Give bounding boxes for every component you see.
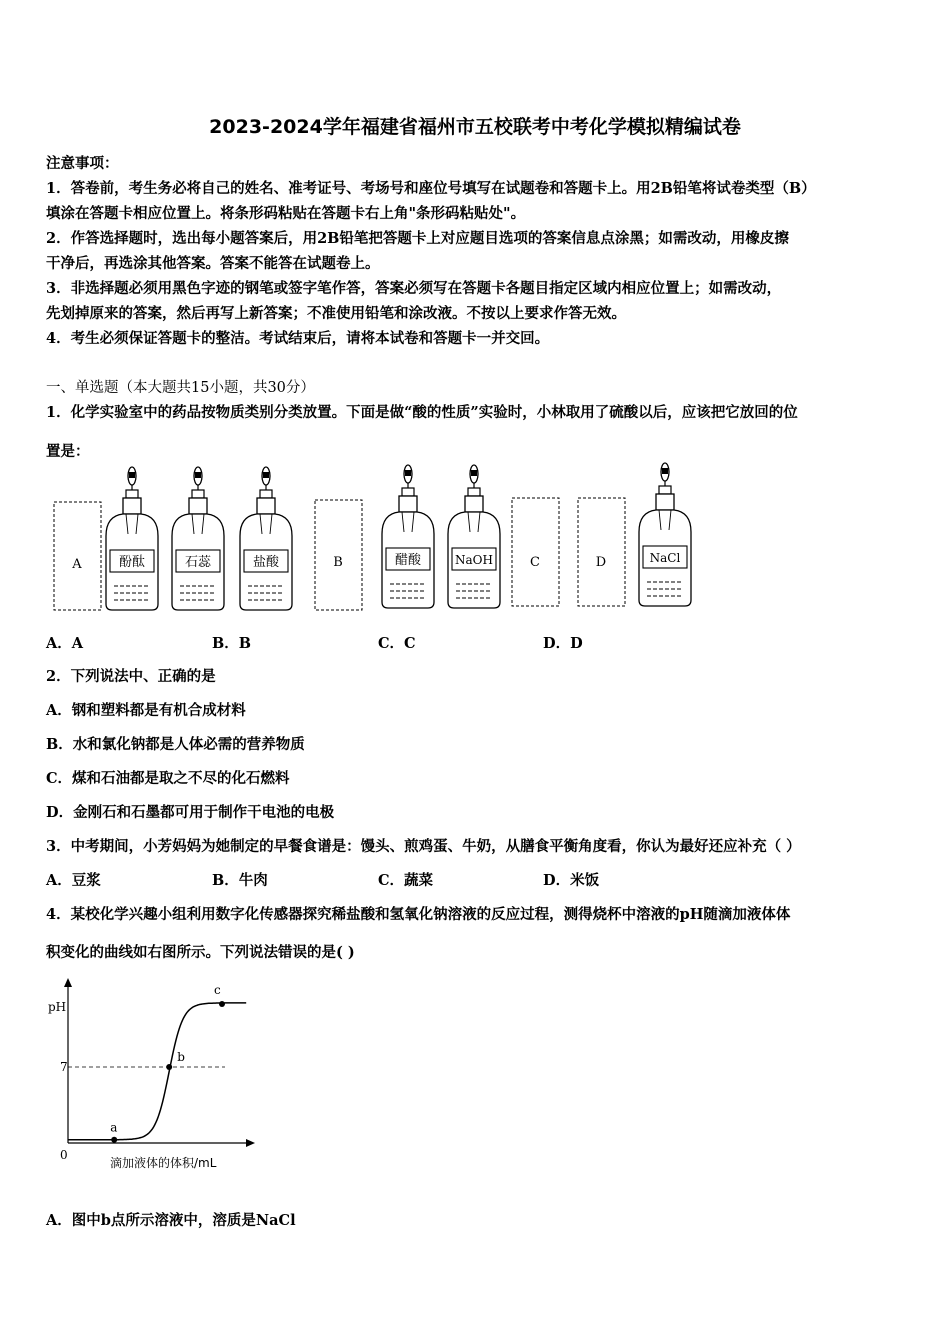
option-b: B．水和氯化钠都是人体必需的营养物质 bbox=[46, 736, 305, 753]
option-d: D．D bbox=[543, 635, 583, 652]
slot-c-label: C bbox=[530, 555, 540, 570]
option-d: D．金刚石和石墨都可用于制作干电池的电极 bbox=[46, 804, 335, 821]
notice-line: 4．考生必须保证答题卡的整洁。考试结束后，请将本试卷和答题卡一并交回。 bbox=[46, 330, 550, 347]
slot-b-label: B bbox=[333, 555, 343, 570]
bottle-litmus bbox=[172, 467, 224, 610]
option-a: A．A bbox=[46, 635, 84, 652]
notice-line: 1．答卷前，考生务必将自己的姓名、准考证号、考场号和座位号填写在试题卷和答题卡上。用2B铅笔将试卷类型（B） bbox=[46, 180, 816, 197]
shelf-figure bbox=[40, 462, 700, 622]
point-label-c: c bbox=[214, 982, 221, 997]
bottle-label: 醋酸 bbox=[394, 553, 422, 568]
question-3-stem: 3．中考期间，小芳妈妈为她制定的早餐食谱是：馒头、煎鸡蛋、牛奶，从膳食平衡角度看，你认为最好还应补充（ ） bbox=[46, 838, 801, 855]
bottle-label: NaOH bbox=[455, 553, 493, 567]
question-4-stem-cont: 积变化的曲线如右图所示。下列说法错误的是( ) bbox=[46, 944, 355, 961]
y-axis-arrow bbox=[64, 978, 72, 987]
page-title: 2023-2024学年福建省福州市五校联考中考化学模拟精编试卷 bbox=[209, 116, 741, 138]
notice-line: 先划掉原来的答案，然后再写上新答案；不准使用铅笔和涂改液。不按以上要求作答无效。 bbox=[46, 305, 626, 322]
option-c: C．C bbox=[378, 635, 416, 652]
option-b: B．牛肉 bbox=[212, 872, 268, 889]
bottle-hydrochloric-acid bbox=[240, 467, 292, 610]
slot-a-label: A bbox=[72, 557, 82, 572]
bottle-naoh bbox=[448, 465, 500, 608]
bottle-nacl bbox=[639, 463, 691, 606]
x-axis-arrow bbox=[246, 1139, 255, 1147]
point-label-b: b bbox=[177, 1049, 185, 1064]
bottle-label: 石蕊 bbox=[184, 555, 212, 570]
notice-line: 2．作答选择题时，选出每小题答案后，用2B铅笔把答题卡上对应题目选项的答案信息点涂黑；如需改动，用橡皮擦 bbox=[46, 230, 789, 247]
slot-d-label: D bbox=[595, 555, 607, 570]
notice-line: 填涂在答题卡相应位置上。将条形码粘贴在答题卡右上角"条形码粘贴处"。 bbox=[46, 205, 526, 222]
bottle-label: NaCl bbox=[649, 551, 681, 565]
option-c: C．蔬菜 bbox=[378, 872, 434, 889]
point-c bbox=[219, 1001, 225, 1007]
origin-label: 0 bbox=[60, 1148, 68, 1162]
x-axis-label: 滴加液体的体积/mL bbox=[110, 1156, 217, 1170]
y-tick-label: 7 bbox=[60, 1060, 68, 1074]
option-a: A．豆浆 bbox=[46, 872, 101, 889]
notice-line: 干净后，再选涂其他答案。答案不能答在试题卷上。 bbox=[46, 255, 380, 272]
ph-curve bbox=[68, 1003, 246, 1140]
bottle-acetic-acid bbox=[382, 465, 434, 608]
question-4-option-a: A．图中b点所示溶液中，溶质是NaCl bbox=[46, 1212, 296, 1229]
option-c: C．煤和石油都是取之不尽的化石燃料 bbox=[46, 770, 290, 787]
notice-line: 3．非选择题必须用黑色字迹的钢笔或签字笔作答，答案必须写在答题卡各题目指定区域内相应位置上；如需改动， bbox=[46, 280, 782, 297]
ph-curve-chart bbox=[40, 975, 280, 1175]
question-2-stem: 2．下列说法中、正确的是 bbox=[46, 668, 216, 685]
y-axis-label: pH bbox=[48, 1000, 67, 1014]
point-a bbox=[111, 1137, 117, 1143]
question-1-stem-cont: 置是： bbox=[46, 443, 90, 460]
question-1-stem: 1．化学实验室中的药品按物质类别分类放置。下面是做“酸的性质”实验时，小林取用了硫酸以后，应该把它放回的位 bbox=[46, 404, 798, 421]
point-b bbox=[166, 1064, 172, 1070]
option-a: A．钢和塑料都是有机合成材料 bbox=[46, 702, 246, 719]
bottle-phenolphthalein bbox=[106, 467, 158, 610]
question-4-stem: 4．某校化学兴趣小组利用数字化传感器探究稀盐酸和氢氧化钠溶液的反应过程，测得烧杯中溶液的pH随滴加液体体 bbox=[46, 906, 791, 923]
bottle-label: 酚酞 bbox=[118, 555, 146, 570]
option-d: D．米饭 bbox=[543, 872, 600, 889]
option-b: B．B bbox=[212, 635, 252, 652]
notice-heading: 注意事项： bbox=[46, 155, 119, 172]
section-heading: 一、单选题（本大题共15小题，共30分） bbox=[46, 380, 315, 396]
point-label-a: a bbox=[110, 1120, 118, 1135]
bottle-label: 盐酸 bbox=[252, 555, 280, 570]
